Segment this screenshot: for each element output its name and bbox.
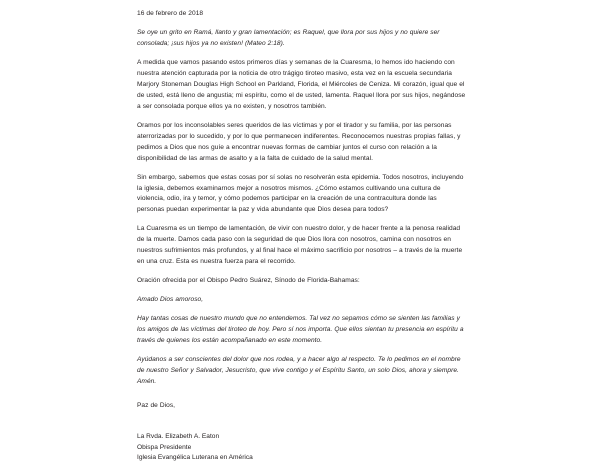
letter-date: 16 de febrero de 2018 (137, 10, 204, 17)
prayer-paragraph-1: Hay tantas cosas de nuestro mundo que no entendemos. Tal vez no sepamos cómo se sienten las familias y los amigos de las víctimas del tiroteo de hoy. Pero sí nos importa. Que ellos sientan tu presencia en espíritu a través de quienes los están acompañanado en este momento. (137, 315, 464, 345)
closing-spacer (137, 388, 466, 401)
letter-body (137, 9, 466, 464)
letter-paragraph-2: Oramos por los inconsolables seres queridos de las víctimas y por el tirador y su familia, por las personas aterrorizadas por lo sucedido, y por lo que permanecen indiferentes. Reconocemos nuestras propias fallas, y pedimos a Dios que nos guíe a encontrar nuevas formas de cambiar juntos el curso con relación a la disponibilidad de las armas de asalto y a la falta de cuidado de la salud mental. (137, 121, 461, 162)
letter-paragraph-4: La Cuaresma es un tiempo de lamentación, de vivir con nuestro dolor, y de hacer frente a la penosa realidad de la muerte. Damos cada paso con la seguridad de que Dios llora con nosotros, camina con nosotros en nuestros sufrimientos más profundos, y al final hace el máximo sacrificio por nosotros – a través de la muerte en una cruz. Esta es nuestra fuerza para el recorrido. (137, 225, 463, 266)
signatory-title: Obispa Presidente (137, 443, 192, 451)
signatory-organization: Iglesia Evangélica Luterana en América (137, 454, 253, 462)
letter-closing: Paz de Dios, (137, 401, 176, 409)
signatory-name: La Rvda. Elizabeth A. Eaton (137, 433, 220, 441)
signature-spacer (137, 411, 466, 432)
prayer-attribution: Oración ofrecida por el Obispo Pedro Suárez, Sínodo de Florida-Bahamas: (137, 277, 360, 285)
letter-paragraph-3: Sin embargo, sabemos que estas cosas por sí solas no resolverán esta epidemia. Todos nosotros, incluyendo la iglesia, debemos examinarnos mejor a nosotros mismos. ¿Cómo estamos cultivando una cultura de violencia, odio, ira y temor, y cómo podemos participar en la creación de una contracultura donde las personas puedan experimentar la paz y vida abundante que Dios desea para todos? (137, 173, 464, 214)
prayer-salutation: Amado Dios amoroso, (137, 296, 204, 304)
letter-paragraph-1: A medida que vamos pasando estos primeros días y semanas de la Cuaresma, lo hemos ido haciendo con nuestra atención capturada por la noticia de otro trágigo tiroteo masivo, esta vez en la escuela secundaria Marjory Stoneman Douglas High School en Parkland, Florida, el Miércoles de Ceniza. Mi corazón, igual que el de usted, está lleno de angustia; mi espíritu, como el de usted, lamenta. Raquel llora por sus hijos, negándose a ser consolada porque ellos ya no existen, y nosotros también. (137, 59, 466, 110)
prayer-paragraph-2: Ayúdanos a ser conscientes del dolor que nos rodea, y a hacer algo al respecto. Te lo pedimos en el nombre de nuestro Señor y Salvador, Jesucristo, que vive contigo y el Espíritu Santo, un solo Dios, ahora y siempre. Amén. (137, 356, 461, 386)
scripture-quote: Se oye un grito en Ramá, llanto y gran lamentación; es Raquel, que llora por sus hijos y no quiere ser consolada; ¡sus hijos ya no existen! (Mateo 2:18). (137, 29, 440, 47)
